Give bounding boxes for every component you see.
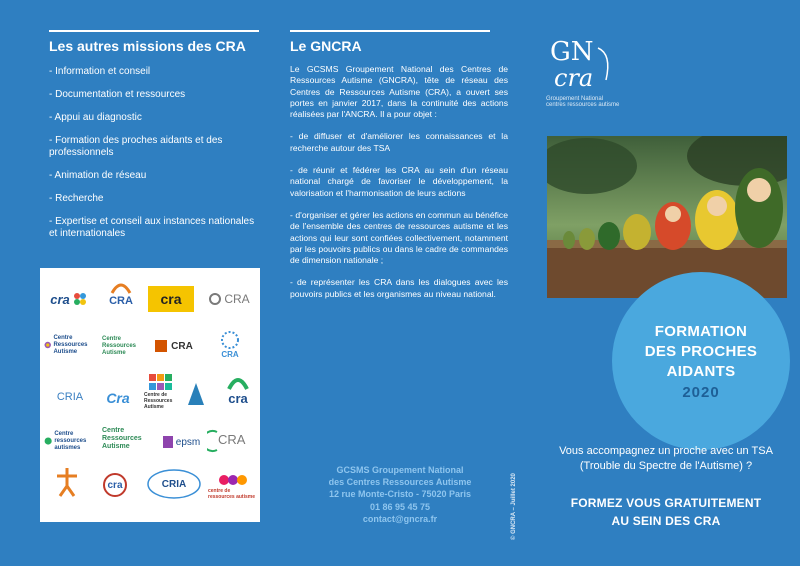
mission-item: - Expertise et conseil aux instances nationales et internationales <box>49 216 255 239</box>
gncra-paragraph: - de réunir et fédérer les CRA au sein d'un réseau national chargé de favoriser le développement, la valorisation et l'harmonisation de leurs actions <box>290 165 508 198</box>
partner-logo: cra <box>148 286 194 312</box>
missions-title: Les autres missions des CRA <box>49 38 246 54</box>
partner-logo: CRA <box>104 276 138 312</box>
partner-logo: Cra <box>106 390 130 406</box>
gncra-paragraph: - d'organiser et gérer les actions en commun au bénéfice de l'ensemble des centres de ressources autisme et les actions qui leur sont confiées collectivement, notamment par les pouvoirs publics ou dans le cadre de commandes de dimension nationale ; <box>290 209 508 266</box>
circle-year: 2020 <box>682 383 720 401</box>
partner-logos-panel <box>40 268 260 522</box>
gncra-logo-subtitle: Groupement National centres ressources autisme <box>546 96 620 108</box>
partner-logo: centre de ressources autisme <box>208 466 258 506</box>
partner-logo: epsm <box>158 432 204 452</box>
missions-list <box>49 66 264 240</box>
partner-logo: CRA <box>150 334 196 358</box>
partner-logo: CRA <box>206 426 254 456</box>
partner-logo: Centre de Ressources Autisme <box>144 372 178 412</box>
mission-item: - Formation des proches aidants et des professionnels <box>49 135 223 158</box>
missions-section <box>49 30 264 251</box>
partner-logo: cra <box>46 286 92 312</box>
gncra-paragraph: - de représenter les CRA dans les dialogues avec les pouvoirs publics et les organismes au niveau national. <box>290 277 508 299</box>
mission-item: - Documentation et ressources <box>49 89 186 100</box>
partner-logo: CRIA <box>56 391 84 403</box>
mission-item: - Information et conseil <box>49 66 151 77</box>
contact-block <box>300 464 500 525</box>
gncra-logo-top: GN <box>550 37 594 67</box>
training-circle <box>612 272 790 450</box>
contact-line: des Centres Ressources Autisme <box>328 477 472 488</box>
missions-rule <box>49 30 259 32</box>
gncra-section <box>290 30 508 311</box>
contact-email[interactable]: contact@gncra.fr <box>362 513 438 524</box>
partner-logo: Centre Ressources Autisme <box>44 330 96 360</box>
cta-line: AU SEIN DES CRA <box>611 514 721 528</box>
mission-item: - Appui au diagnostic <box>49 112 142 123</box>
circle-line: FORMATION <box>654 322 748 340</box>
partner-logo: Centre Ressources Autisme <box>102 427 142 450</box>
partner-logo: CRA <box>206 326 254 362</box>
nesting-dolls-photo <box>547 136 787 298</box>
gncra-logo-bottom: cra <box>554 64 594 92</box>
partner-logo: cra <box>220 364 256 412</box>
tagline: Vous accompagnez un proche avec un TSA (Trouble du Spectre de l'Autisme) ? <box>559 445 773 472</box>
contact-line: GCSMS Groupement National <box>336 465 464 475</box>
gncra-logo <box>546 30 646 112</box>
partner-logo: CRA <box>204 288 254 310</box>
circle-line: DES PROCHES <box>644 342 758 360</box>
mission-item: - Animation de réseau <box>49 170 147 181</box>
gncra-title: Le GNCRA <box>290 38 362 54</box>
circle-line: AIDANTS <box>666 362 736 380</box>
partner-logo: Centre Ressources Autisme <box>102 335 137 356</box>
partner-logo: Centre ressources autismes <box>44 430 102 452</box>
mission-item: - Recherche <box>49 193 104 204</box>
call-to-action <box>544 494 788 530</box>
cta-line: FORMEZ VOUS GRATUITEMENT <box>570 496 762 510</box>
gncra-paragraph: - de diffuser et d'améliorer les connaissances et la recherche autour des TSA <box>290 131 508 153</box>
contact-phone[interactable]: 01 86 95 45 75 <box>369 501 431 512</box>
partner-logo <box>50 464 84 504</box>
partner-logo: cra <box>98 468 132 502</box>
partner-logo <box>180 376 212 412</box>
partner-logo: CRIA <box>144 466 204 502</box>
gncra-rule <box>290 30 490 32</box>
gncra-paragraph: Le GCSMS Groupement National des Centres de Ressources Autisme (GNCRA), tête de réseau des Centres de Ressources Autisme (CRA), a ouvert ses portes en janvier 2017, dans la continuité des actions réalisées par l'ANCRA. Il a pour objet : <box>290 64 508 120</box>
copyright-text: © GNCRA – Juillet 2020 <box>511 473 517 540</box>
contact-address: 12 rue Monte-Cristo - 75020 Paris <box>328 489 472 500</box>
